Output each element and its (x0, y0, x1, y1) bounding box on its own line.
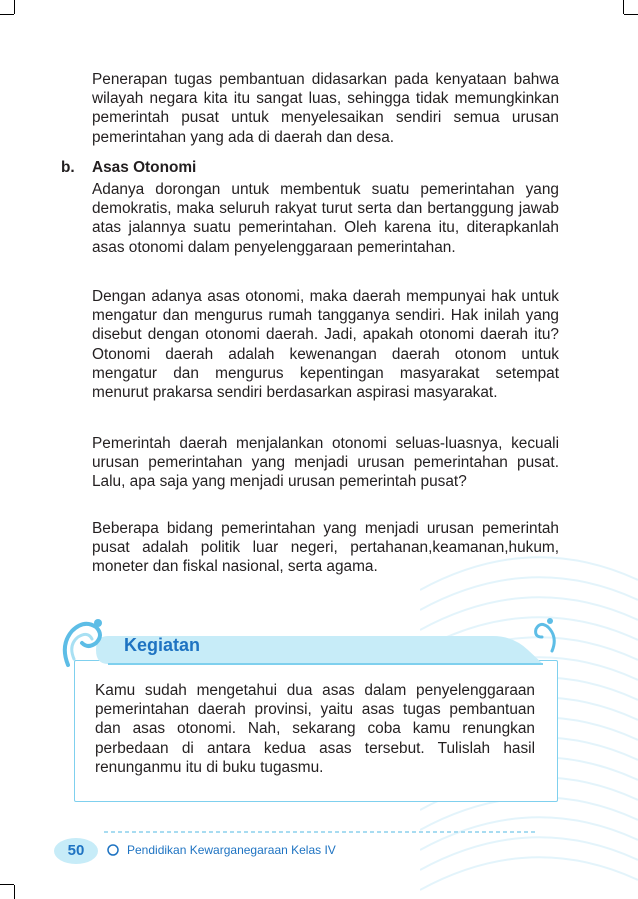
swirl-small-decoration-icon (528, 615, 560, 655)
swirl-decoration-icon (58, 615, 108, 675)
section-marker: b. (61, 159, 75, 176)
intro-paragraph: Penerapan tugas pembantuan didasarkan pada kenyataan bahwa wilayah negara kita itu sangat luas, sehingga tidak memungkinkan pemerintah pusat untuk menyelesaikan sendiri semua urusan pemerintahan yang ada di daerah dan desa. (92, 71, 559, 146)
circle-bullet-icon (106, 843, 120, 857)
paragraph-4: Beberapa bidang pemerintahan yang menjadi urusan pemerintah pusat adalah politik luar negeri, pertahanan,keamanan,hukum, moneter dan fiskal nasional, serta agama. (92, 520, 559, 576)
section-heading: Asas Otonomi (92, 159, 197, 176)
paragraph-1: Adanya dorongan untuk membentuk suatu pemerintahan yang demokratis, maka seluruh rakyat turut serta dan bertanggung jawab atas jalannya suatu pemerintahan. Oleh karena itu, diterapkanlah asas otonomi dalam penyelenggaraan pemerintahan. (92, 181, 559, 256)
paragraph-2: Dengan adanya asas otonomi, maka daerah mempunyai hak untuk mengatur dan mengurus rumah tangganya sendiri. Hak inilah yang disebut dengan otonomi daerah. Jadi, apakah otonomi daerah itu? Otonomi daerah adalah kewenangan daerah otonom untuk mengatur dan mengurus kepentingan masyarakat setempat menurut prakarsa sendiri berdasarkan aspirasi masyarakat. (92, 288, 559, 402)
activity-text: Kamu sudah mengetahui dua asas dalam penyelenggaraan pemerintahan daerah provinsi, yaitu asas tugas pembantuan dan asas otonomi. Nah, sekarang coba kamu renungkan perbedaan di antara kedua asas tersebut. Tulislah hasil renunganmu itu di buku tugasmu. (95, 682, 535, 776)
page-number: 50 (67, 842, 85, 859)
footer-dotted-line (104, 831, 536, 833)
footer-book-title: Pendidikan Kewarganegaraan Kelas IV (127, 843, 336, 857)
activity-title: Kegiatan (124, 635, 201, 655)
paragraph-3: Pemerintah daerah menjalankan otonomi seluas-luasnya, kecuali urusan pemerintahan yang menjadi urusan pemerintahan pusat. Lalu, apa saja yang menjadi urusan pemerintah pusat? (92, 435, 559, 491)
